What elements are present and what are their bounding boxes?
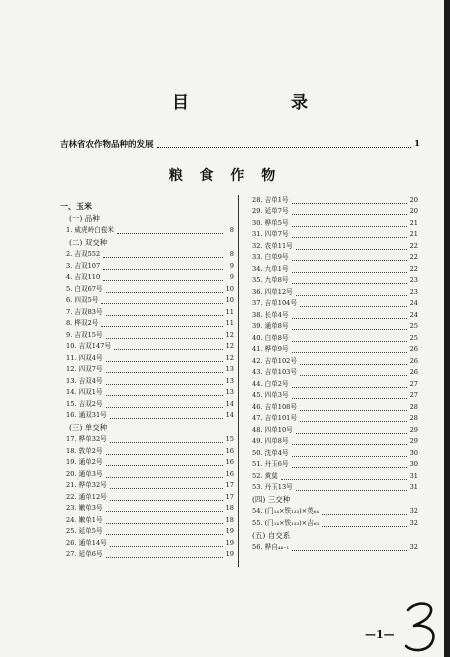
leader-dots [300, 370, 407, 376]
toc-entry-page: 10 [225, 296, 234, 305]
toc-entry[interactable] [252, 287, 418, 299]
toc-entry-page: 31 [409, 483, 418, 492]
toc-entry-label: 38. 长单4号 [252, 310, 289, 319]
toc-entry[interactable] [252, 518, 418, 530]
toc-entry[interactable] [60, 330, 234, 342]
toc-entry-page: 29 [409, 425, 418, 434]
toc-entry-page: 14 [225, 411, 234, 420]
toc-entry-label: 28. 吉单1号 [252, 195, 289, 204]
leader-dots [110, 541, 223, 547]
toc-entry-label: 2. 吉双552 [66, 250, 101, 259]
toc-entry-page: 20 [409, 195, 418, 204]
section-title: 粮 食 作 物 [168, 168, 282, 184]
leader-dots [292, 347, 407, 353]
toc-entry[interactable] [60, 261, 234, 273]
intro-page: 1 [414, 139, 420, 149]
toc-entry[interactable] [60, 284, 234, 296]
toc-entry-label: 4. 吉双110 [66, 273, 101, 282]
toc-entry[interactable] [252, 322, 418, 334]
leader-dots [117, 228, 223, 234]
leader-dots [110, 413, 223, 419]
toc-entry[interactable] [60, 504, 234, 516]
leader-dots [292, 255, 407, 261]
toc-entry-label: 40. 白单8号 [252, 333, 289, 342]
leader-dots [106, 460, 223, 466]
toc-entry[interactable] [60, 365, 234, 377]
toc-entry[interactable] [60, 399, 234, 411]
toc-entry-page: 8 [229, 250, 234, 259]
toc-entry-label: 17. 桦单32号 [66, 435, 107, 444]
toc-entry-label: 12. 四双7号 [66, 365, 103, 374]
toc-entry-page: 11 [225, 319, 234, 328]
toc-entry-page: 19 [225, 527, 234, 536]
toc-entry-page: 13 [225, 365, 234, 374]
leader-dots [103, 252, 223, 258]
toc-entry-label: 39. 通单8号 [252, 322, 289, 331]
toc-entry[interactable] [252, 437, 418, 449]
toc-entry[interactable] [60, 307, 234, 319]
toc-entry-label: 36. 四单12号 [252, 287, 293, 296]
toc-entry-page: 12 [225, 353, 234, 362]
leader-dots [101, 321, 222, 327]
toc-entry-page: 19 [225, 538, 234, 547]
toc-entry-page: 13 [225, 388, 234, 397]
toc-entry-label: 33. 白单9号 [252, 253, 289, 262]
leader-dots [300, 405, 407, 411]
toc-entry[interactable] [60, 492, 234, 504]
toc-right-column [252, 195, 418, 554]
leader-dots [300, 301, 407, 307]
leader-dots [106, 356, 223, 362]
toc-subheading: (二) 双交种 [69, 238, 108, 247]
toc-entry-page: 18 [225, 515, 234, 524]
leader-dots [296, 428, 407, 434]
toc-entry-page: 32 [409, 542, 418, 551]
leader-dots [106, 390, 223, 396]
toc-entry[interactable] [252, 310, 418, 322]
toc-entry[interactable] [252, 391, 418, 403]
toc-subheading: (三) 单交种 [69, 423, 108, 432]
toc-entry[interactable] [60, 527, 234, 539]
toc-entry-page: 8 [229, 226, 234, 235]
page-number: —1— [365, 628, 395, 641]
toc-entry-label: 23. 嫩单3号 [66, 504, 103, 513]
toc-entry-label: 15. 吉双2号 [66, 399, 103, 408]
leader-dots [106, 367, 223, 373]
toc-entry-label: 7. 吉双83号 [66, 307, 103, 316]
toc-entry-label: 41. 桦单9号 [252, 345, 289, 354]
toc-entry-label: 30. 桦单5号 [252, 218, 289, 227]
leader-dots [296, 485, 407, 491]
leader-dots [106, 472, 223, 478]
toc-entry[interactable] [252, 542, 418, 554]
leader-dots [106, 506, 223, 512]
toc-entry-page: 27 [409, 379, 418, 388]
toc-entry[interactable] [60, 481, 234, 493]
toc-entry[interactable] [252, 356, 418, 368]
toc-entry-page: 9 [229, 261, 234, 270]
leader-dots [292, 209, 407, 215]
toc-entry-label: 13. 吉双4号 [66, 376, 103, 385]
toc-entry-label: 20. 通单3号 [66, 469, 103, 478]
toc-entry[interactable] [252, 345, 418, 357]
toc-entry[interactable] [252, 483, 418, 495]
leader-dots [292, 278, 407, 284]
toc-subheading: (一) 品种 [69, 214, 100, 223]
toc-entry-page: 28 [409, 414, 418, 423]
toc-entry-label: 21. 桦单32号 [66, 481, 107, 490]
toc-entry-page: 30 [409, 448, 418, 457]
toc-entry[interactable] [252, 264, 418, 276]
toc-entry[interactable] [60, 319, 234, 331]
toc-entry-label: 6. 四双5号 [66, 296, 99, 305]
toc-entry-label: 24. 嫩单1号 [66, 515, 103, 524]
toc-entry-page: 22 [409, 253, 418, 262]
leader-dots [106, 379, 223, 385]
toc-entry-label: 29. 延单7号 [252, 207, 289, 216]
toc-entry[interactable] [252, 207, 418, 219]
title-part-2: 录 [291, 93, 308, 113]
toc-entry-label: 37. 吉单104号 [252, 299, 297, 308]
leader-dots [106, 333, 223, 339]
toc-subheading: (四) 三交种 [252, 495, 291, 504]
leader-dots [292, 267, 407, 273]
toc-entry[interactable] [252, 402, 418, 414]
toc-entry-page: 14 [225, 399, 234, 408]
toc-entry-label: 55. (门₁₄×铁₁₃₃)×吉₆₃ [252, 518, 320, 527]
toc-entry-page: 29 [409, 437, 418, 446]
leader-dots [296, 244, 407, 250]
toc-entry-page: 16 [225, 446, 234, 455]
toc-entry[interactable] [60, 446, 234, 458]
toc-entry[interactable] [252, 507, 418, 519]
toc-entry[interactable] [252, 379, 418, 391]
toc-entry-page: 17 [225, 481, 234, 490]
toc-entry-label: 5. 白双67号 [66, 284, 103, 293]
toc-entry-label: 1. 威虎岭白苞米 [66, 226, 114, 235]
leader-dots [110, 437, 223, 443]
toc-entry-page: 24 [409, 299, 418, 308]
leader-dots [101, 298, 222, 304]
toc-entry[interactable] [60, 411, 234, 423]
leader-dots [292, 462, 407, 468]
toc-entry-label: 27. 延单6号 [66, 550, 103, 559]
toc-left-column [60, 200, 234, 561]
toc-entry-label: 18. 敦单2号 [66, 446, 103, 455]
leader-dots [114, 344, 223, 350]
leader-dots [103, 264, 223, 270]
toc-entry-page: 21 [409, 230, 418, 239]
toc-entry-page: 23 [409, 276, 418, 285]
leader-dots [292, 545, 406, 551]
toc-subheading: (五) 自交系 [252, 530, 291, 540]
toc-entry-page: 32 [409, 507, 418, 516]
toc-entry-label: 32. 农单11号 [252, 241, 293, 250]
leader-dots [106, 402, 223, 408]
toc-entry-page: 22 [409, 264, 418, 273]
toc-entry[interactable] [60, 273, 234, 285]
leader-dots [281, 474, 407, 480]
toc-entry-page: 21 [409, 218, 418, 227]
toc-entry-page: 19 [225, 550, 234, 559]
toc-entry[interactable] [252, 471, 418, 483]
leader-dots [292, 382, 407, 388]
toc-entry-page: 31 [409, 471, 418, 480]
toc-entry-label: 54. (门₁₄×铁₁₃₃)×英₆₄ [252, 507, 320, 516]
toc-entry-page: 10 [225, 284, 234, 293]
leader-dots [292, 198, 407, 204]
toc-entry-page: 12 [225, 330, 234, 339]
toc-entry-page: 26 [409, 368, 418, 377]
toc-entry-label: 10. 吉双147号 [66, 342, 111, 351]
toc-entry[interactable] [252, 448, 418, 460]
toc-entry-label: 43. 吉单103号 [252, 368, 297, 377]
toc-entry[interactable] [60, 376, 234, 388]
toc-entry-page: 28 [409, 402, 418, 411]
toc-entry[interactable] [60, 458, 234, 470]
handwritten-number-3 [402, 600, 440, 654]
leader-dots [106, 552, 223, 558]
leader-dots [106, 449, 223, 455]
leader-dots [157, 141, 412, 148]
toc-entry-page: 27 [409, 391, 418, 400]
toc-entry[interactable] [60, 435, 234, 447]
toc-entry-label: 51. 丹玉6号 [252, 460, 289, 469]
toc-entry-label: 14. 四双1号 [66, 388, 103, 397]
toc-entry-label: 46. 吉单108号 [252, 402, 297, 411]
toc-heading: 一、玉米 [60, 201, 92, 211]
toc-entry-label: 53. 丹玉13号 [252, 483, 293, 492]
toc-entry[interactable] [252, 253, 418, 265]
toc-entry-page: 13 [225, 376, 234, 385]
toc-entry-page: 25 [409, 333, 418, 342]
leader-dots [292, 439, 407, 445]
toc-entry-label: 44. 白单2号 [252, 379, 289, 388]
toc-entry-label: 11. 四双4号 [66, 353, 103, 362]
leader-dots [292, 232, 407, 238]
toc-entry[interactable] [252, 218, 418, 230]
toc-entry[interactable] [252, 276, 418, 288]
toc-entry-label: 3. 吉双107 [66, 261, 101, 270]
leader-dots [292, 313, 407, 319]
toc-entry[interactable] [252, 230, 418, 242]
toc-entry-label: 48. 四单10号 [252, 425, 293, 434]
toc-entry[interactable] [60, 342, 234, 354]
toc-entry-page: 26 [409, 345, 418, 354]
column-divider [238, 195, 239, 567]
toc-entry-label: 19. 通单2号 [66, 458, 103, 467]
leader-dots [110, 483, 223, 489]
toc-entry[interactable] [60, 469, 234, 481]
toc-entry-label: 26. 通单14号 [66, 538, 107, 547]
toc-entry[interactable] [60, 353, 234, 365]
toc-entry[interactable] [60, 226, 234, 238]
toc-entry-label: 56. 桦自₄₄₋₁ [252, 542, 290, 551]
intro-entry[interactable] [60, 138, 420, 150]
toc-entry[interactable] [60, 538, 234, 550]
toc-entry-label: 50. 沈单4号 [252, 448, 289, 457]
leader-dots [106, 287, 223, 293]
leader-dots [292, 336, 407, 342]
leader-dots [292, 451, 407, 457]
toc-entry-page: 23 [409, 287, 418, 296]
toc-entry-label: 52. 黄莫 [252, 471, 278, 480]
leader-dots [322, 509, 407, 515]
toc-entry-page: 11 [225, 307, 234, 316]
toc-entry-page: 32 [409, 518, 418, 527]
toc-entry-page: 17 [225, 492, 234, 501]
toc-entry-page: 16 [225, 458, 234, 467]
toc-entry-label: 34. 九单1号 [252, 264, 289, 273]
intro-label: 吉林省农作物品种的发展 [60, 140, 154, 150]
toc-entry-label: 45. 四单3号 [252, 391, 289, 400]
toc-entry-label: 25. 延单5号 [66, 527, 103, 536]
toc-entry-page: 22 [409, 241, 418, 250]
leader-dots [106, 518, 223, 524]
toc-entry-page: 25 [409, 322, 418, 331]
toc-entry[interactable] [60, 550, 234, 562]
toc-entry-page: 18 [225, 504, 234, 513]
toc-entry[interactable] [252, 425, 418, 437]
toc-entry-page: 24 [409, 310, 418, 319]
toc-entry[interactable] [252, 460, 418, 472]
toc-entry[interactable] [60, 515, 234, 527]
toc-entry-page: 20 [409, 207, 418, 216]
toc-entry[interactable] [60, 296, 234, 308]
leader-dots [300, 416, 407, 422]
toc-entry[interactable] [252, 195, 418, 207]
toc-entry-page: 9 [229, 273, 234, 282]
toc-entry[interactable] [252, 414, 418, 426]
toc-entry-page: 12 [225, 342, 234, 351]
toc-entry-label: 42. 吉单102号 [252, 356, 297, 365]
page-title [0, 88, 450, 112]
toc-entry-page: 15 [225, 435, 234, 444]
toc-entry-label: 49. 四单8号 [252, 437, 289, 446]
toc-entry-label: 31. 四单7号 [252, 230, 289, 239]
leader-dots [106, 529, 223, 535]
leader-dots [292, 221, 407, 227]
toc-entry-page: 30 [409, 460, 418, 469]
toc-entry-label: 8. 桦双2号 [66, 319, 99, 328]
toc-entry[interactable] [252, 241, 418, 253]
toc-entry[interactable] [252, 299, 418, 311]
toc-entry[interactable] [252, 368, 418, 380]
toc-entry-page: 26 [409, 356, 418, 365]
toc-entry-label: 47. 吉单101号 [252, 414, 297, 423]
leader-dots [300, 359, 407, 365]
leader-dots [296, 290, 407, 296]
title-part-1: 目 [172, 93, 189, 113]
leader-dots [292, 324, 407, 330]
toc-entry-page: 16 [225, 469, 234, 478]
toc-entry[interactable] [60, 388, 234, 400]
leader-dots [292, 393, 407, 399]
toc-entry-label: 9. 吉双15号 [66, 330, 103, 339]
leader-dots [103, 275, 223, 281]
toc-entry-label: 35. 九单8号 [252, 276, 289, 285]
leader-dots [110, 495, 223, 501]
toc-entry[interactable] [252, 333, 418, 345]
leader-dots [106, 310, 223, 316]
leader-dots [322, 521, 407, 527]
toc-entry-label: 16. 通双31号 [66, 411, 107, 420]
toc-entry-label: 22. 通单12号 [66, 492, 107, 501]
toc-entry[interactable] [60, 250, 234, 262]
